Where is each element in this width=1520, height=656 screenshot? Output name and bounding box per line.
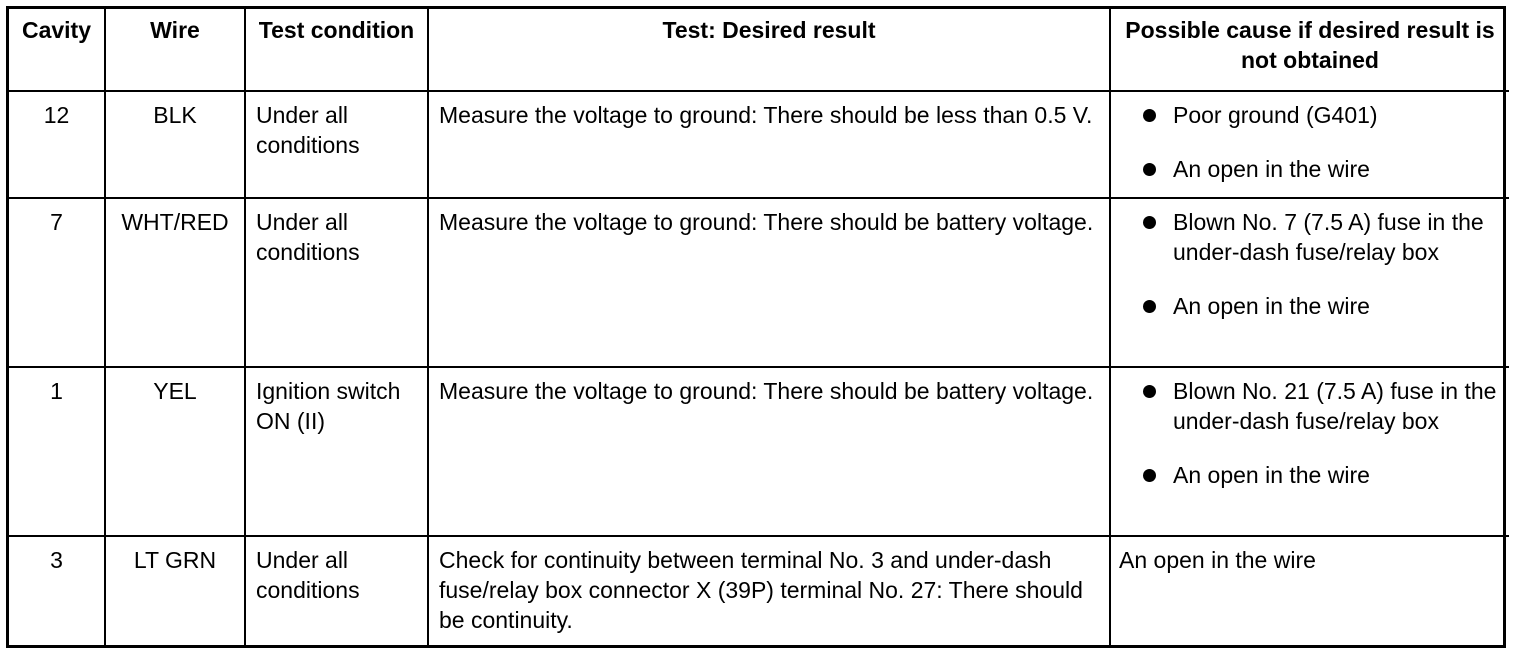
condition-cell: Under all conditions (245, 198, 428, 367)
cause-text: An open in the wire (1173, 156, 1370, 182)
cause-list (1119, 207, 1499, 321)
cause-cell (1110, 91, 1509, 198)
cause-text: Blown No. 7 (7.5 A) fuse in the under-dash fuse/relay box (1173, 209, 1484, 265)
wire-cell: BLK (105, 91, 245, 198)
cause-item (1119, 154, 1499, 184)
condition-cell: Under all conditions (245, 91, 428, 198)
wire-cell: LT GRN (105, 536, 245, 648)
cause-text: An open in the wire (1173, 462, 1370, 488)
bullet-icon (1143, 216, 1156, 229)
header-wire: Wire (105, 9, 245, 91)
cavity-cell: 1 (9, 367, 105, 536)
connector-test-table (9, 9, 1509, 648)
bullet-icon (1143, 163, 1156, 176)
wire-cell: WHT/RED (105, 198, 245, 367)
cause-item (1119, 100, 1499, 130)
table-row (9, 367, 1509, 536)
cavity-cell: 12 (9, 91, 105, 198)
condition-cell: Under all conditions (245, 536, 428, 648)
cause-cell (1110, 198, 1509, 367)
cause-text: An open in the wire (1173, 293, 1370, 319)
test-cell: Measure the voltage to ground: There should be battery voltage. (428, 198, 1110, 367)
wire-cell: YEL (105, 367, 245, 536)
cause-list (1119, 376, 1499, 490)
cause-item (1119, 376, 1499, 436)
header-cavity: Cavity (9, 9, 105, 91)
cause-item (1119, 460, 1499, 490)
cause-list (1119, 100, 1499, 184)
test-cell: Check for continuity between terminal No. 3 and under-dash fuse/relay box connector X (39P) terminal No. 27: There should be continuity. (428, 536, 1110, 648)
cause-text: Poor ground (G401) (1173, 102, 1378, 128)
header-test-desired-result: Test: Desired result (428, 9, 1110, 91)
test-cell: Measure the voltage to ground: There should be battery voltage. (428, 367, 1110, 536)
cause-text: Blown No. 21 (7.5 A) fuse in the under-dash fuse/relay box (1173, 378, 1497, 434)
header-possible-cause: Possible cause if desired result is not obtained (1110, 9, 1509, 91)
table-row (9, 536, 1509, 648)
test-cell: Measure the voltage to ground: There should be less than 0.5 V. (428, 91, 1110, 198)
header-row (9, 9, 1509, 91)
cavity-cell: 3 (9, 536, 105, 648)
bullet-icon (1143, 469, 1156, 482)
table-row (9, 91, 1509, 198)
bullet-icon (1143, 385, 1156, 398)
bullet-icon (1143, 300, 1156, 313)
condition-cell: Ignition switch ON (II) (245, 367, 428, 536)
table-row (9, 198, 1509, 367)
cause-cell: An open in the wire (1110, 536, 1509, 648)
cavity-cell: 7 (9, 198, 105, 367)
cause-item (1119, 291, 1499, 321)
test-table (6, 6, 1506, 648)
cause-cell (1110, 367, 1509, 536)
cause-item (1119, 207, 1499, 267)
header-test-condition: Test condition (245, 9, 428, 91)
bullet-icon (1143, 109, 1156, 122)
